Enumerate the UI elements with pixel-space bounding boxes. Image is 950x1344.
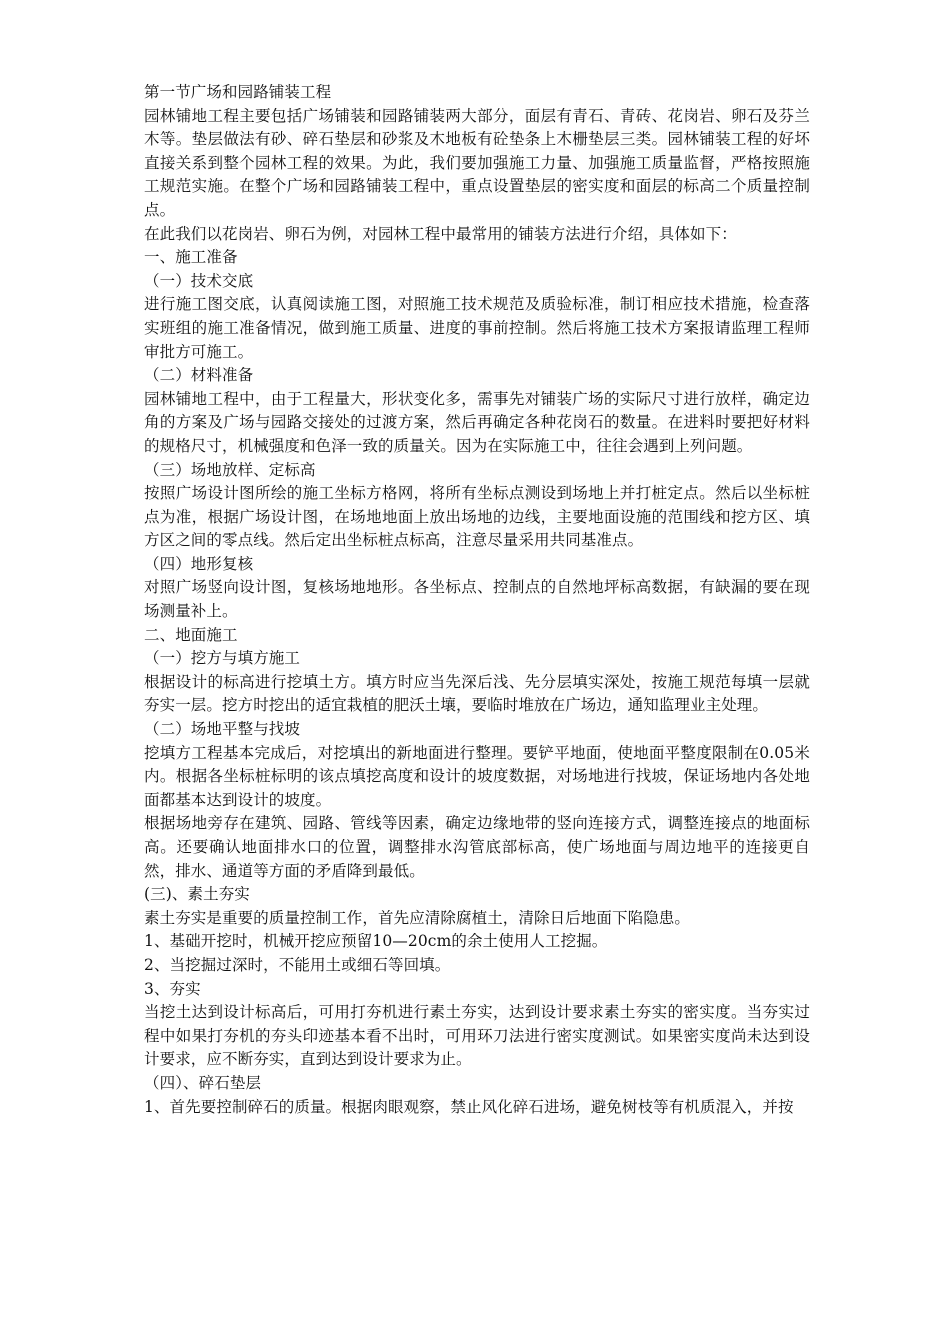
heading-level-1: 二、地面施工 bbox=[144, 625, 238, 644]
paragraph: 园林铺地工程主要包括广场铺装和园路铺装两大部分，面层有青石、青砖、花岗岩、卵石及芬兰木等。垫层做法有砂、碎石垫层和砂浆及木地板有砼垫条上木栅垫层三类。园林铺装工程的好坏直接关系到整个园林工程的效果。为此，我们要加强施工力量、加强施工质量监督，严格按照施工规范实施。在整个广场和园路铺装工程中，重点设置垫层的密实度和面层的标高二个质量控制点。 bbox=[144, 106, 810, 219]
list-item: 1、基础开挖时，机械开挖应预留10—20cm的余土使用人工挖掘。 bbox=[144, 932, 608, 951]
paragraph: 根据设计的标高进行挖填土方。填方时应当先深后浅、先分层填实深处，按施工规范每填一层就夯实一层。挖方时挖出的适宜栽植的肥沃土壤，要临时堆放在广场边，通知监理业主处理。 bbox=[144, 672, 810, 715]
heading-level-2: （二）场地平整与找坡 bbox=[144, 720, 301, 739]
heading-level-2: （三）场地放样、定标高 bbox=[144, 460, 316, 479]
paragraph: 素土夯实是重要的质量控制工作，首先应清除腐植土，清除日后地面下陷隐患。 bbox=[144, 908, 691, 927]
paragraph: 进行施工图交底，认真阅读施工图，对照施工技术规范及质验标准，制订相应技术措施，检查落实班组的施工准备情况，做到施工质量、进度的事前控制。然后将施工技术方案报请监理工程师审批方可施工。 bbox=[144, 295, 810, 361]
list-item: 1、首先要控制碎石的质量。根据肉眼观察，禁止风化碎石进场，避免树枝等有机质混入，并按 bbox=[144, 1097, 794, 1116]
list-item: 2、当挖掘过深时，不能用土或细石等回填。 bbox=[144, 955, 451, 974]
paragraph: 根据场地旁存在建筑、园路、管线等因素，确定边缘地带的竖向连接方式，调整连接点的地面标高。还要确认地面排水口的位置，调整排水沟管底部标高，使广场地面与周边地平的连接更自然，排水、通道等方面的矛盾降到最低。 bbox=[144, 814, 810, 880]
heading-level-2: （二）材料准备 bbox=[144, 366, 254, 385]
list-item: 3、夯实 bbox=[144, 979, 201, 998]
paragraph: 对照广场竖向设计图，复核场地地形。各坐标点、控制点的自然地坪标高数据，有缺漏的要在现场测量补上。 bbox=[144, 578, 810, 621]
paragraph: 按照广场设计图所绘的施工坐标方格网，将所有坐标点测设到场地上并打桩定点。然后以坐标桩点为准，根据广场设计图，在场地地面上放出场地的边线，主要地面设施的范围线和挖方区、填方区之间的零点线。然后定出坐标桩点标高，注意尽量采用共同基准点。 bbox=[144, 484, 810, 550]
heading-level-2: （四）、碎石垫层 bbox=[144, 1073, 262, 1092]
heading-level-2: （四）地形复核 bbox=[144, 554, 254, 573]
section-title: 第一节广场和园路铺装工程 bbox=[144, 83, 332, 101]
heading-level-2: （一）挖方与填方施工 bbox=[144, 649, 301, 668]
heading-level-2: （一）技术交底 bbox=[144, 271, 254, 290]
paragraph: 园林铺地工程中，由于工程量大，形状变化多，需事先对铺装广场的实际尺寸进行放样，确定边角的方案及广场与园路交接处的过渡方案，然后再确定各种花岗石的数量。在进料时要把好材料的规格尺寸，机械强度和色泽一致的质量关。因为在实际施工中，往往会遇到上列问题。 bbox=[144, 389, 810, 455]
paragraph: 在此我们以花岗岩、卵石为例，对园林工程中最常用的铺装方法进行介绍，具体如下： bbox=[144, 224, 737, 243]
heading-level-2: (三)、素土夯实 bbox=[144, 885, 250, 904]
document-body bbox=[144, 81, 810, 1119]
paragraph: 挖填方工程基本完成后，对挖填出的新地面进行整理。要铲平地面，使地面平整度限制在0.05米内。根据各坐标桩标明的该点填挖高度和设计的坡度数据，对场地进行找坡，保证场地内各处地面都基本达到设计的坡度。 bbox=[144, 743, 810, 809]
paragraph: 当挖土达到设计标高后，可用打夯机进行素土夯实，达到设计要求素土夯实的密实度。当夯实过程中如果打夯机的夯头印迹基本看不出时，可用环刀法进行密实度测试。如果密实度尚未达到设计要求，应不断夯实，直到达到设计要求为止。 bbox=[144, 1003, 810, 1069]
heading-level-1: 一、施工准备 bbox=[144, 248, 238, 267]
